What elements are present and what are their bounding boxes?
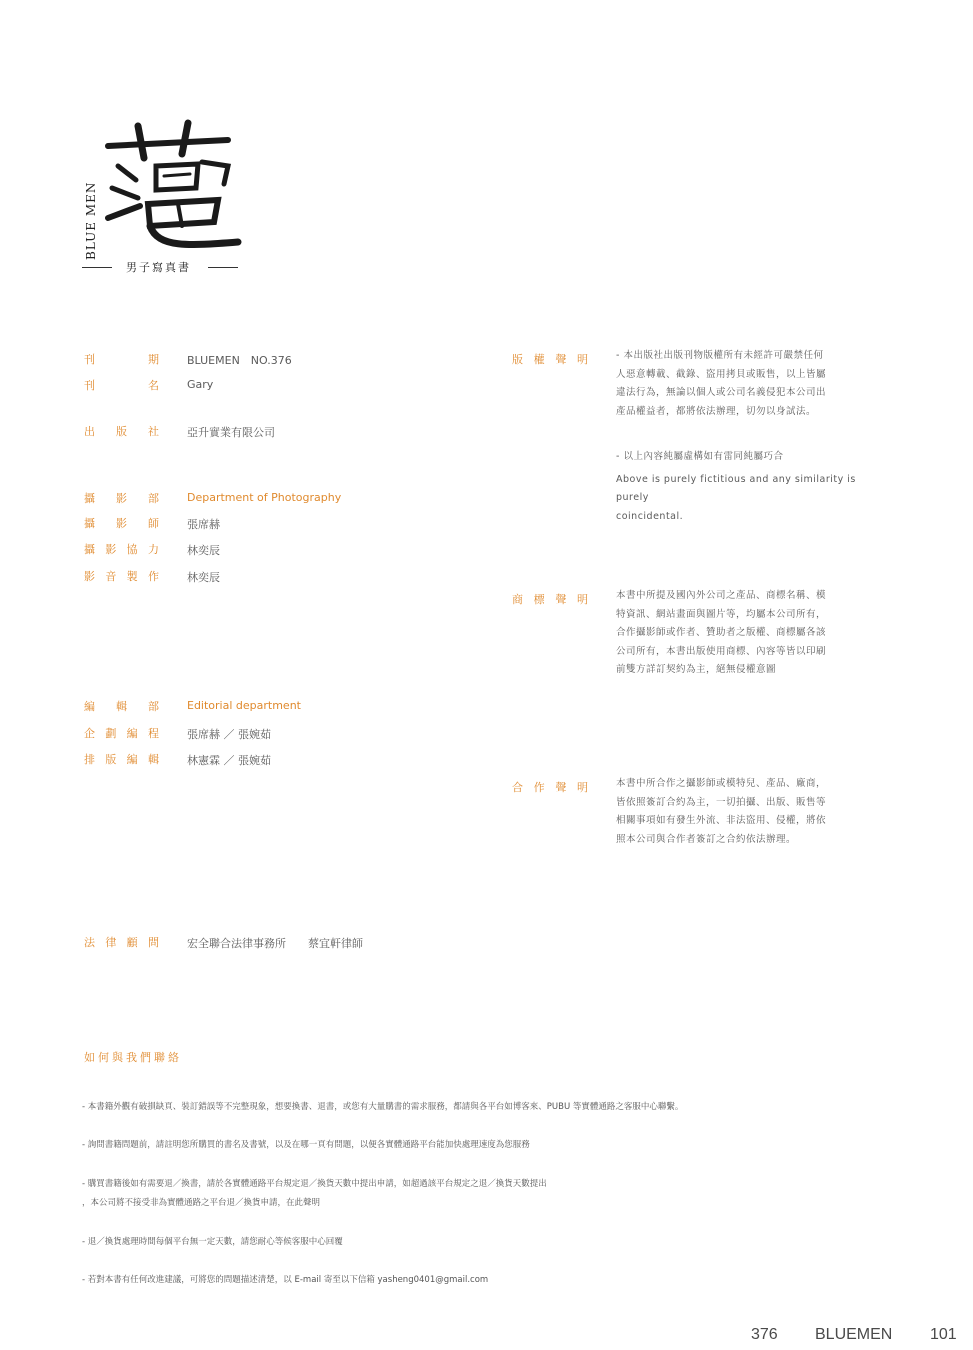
label-trademark: 商 標 聲 明 xyxy=(512,593,588,606)
label-text: 編 輯 部 xyxy=(84,700,159,713)
fiction-note xyxy=(616,448,876,526)
label-cooperation: 合 作 聲 明 xyxy=(512,781,588,794)
label-photo-dept xyxy=(84,490,159,506)
contact-title: 如何與我們聯絡 xyxy=(84,1051,182,1064)
brand-logo xyxy=(78,118,243,278)
contact-item: - 購買書籍後如有需要退／換書，請於各實體通路平台規定退／換貨天數中提出申請，如超過該平台規定之退／換貨天數提出 xyxy=(82,1179,547,1189)
value-issue: BLUEMEN NO.376 xyxy=(187,354,292,367)
logo-vertical-text: BLUE MEN xyxy=(84,181,98,260)
label-copyright: 版 權 聲 明 xyxy=(512,353,588,366)
value-video: 林奕辰 xyxy=(187,571,220,584)
divider xyxy=(82,267,112,268)
label-editorial-dept xyxy=(84,698,159,714)
value-photo-assist: 林奕辰 xyxy=(187,544,220,557)
value-publisher: 亞升實業有限公司 xyxy=(187,426,275,439)
label-text: 刊 期 xyxy=(84,353,159,366)
label-text: 企 劃 編 程 xyxy=(84,727,159,740)
contact-item: - 退／換貨處理時間每個平台無一定天數，請您耐心等候客服中心回覆 xyxy=(82,1237,343,1247)
label-legal xyxy=(84,934,159,950)
text-line: coincidental. xyxy=(616,510,684,522)
text-line: 公司所有，本書出版使用商標、內容等皆以印刷 xyxy=(616,645,827,657)
footer-brand: BLUEMEN xyxy=(815,1326,893,1343)
value-photographer: 張席赫 xyxy=(187,518,220,531)
label-issue xyxy=(84,351,159,367)
text-line: 皆依照簽訂合約為主，一切拍攝、出版、販售等 xyxy=(616,796,827,808)
text-line: 違法行為，無論以個人或公司名義侵犯本公司出 xyxy=(616,387,827,398)
label-text: 刊 名 xyxy=(84,379,159,392)
label-video xyxy=(84,568,159,584)
divider xyxy=(208,267,238,268)
label-text: 攝 影 師 xyxy=(84,517,159,530)
label-text: 攝 影 部 xyxy=(84,492,159,505)
text-line: 本書中所合作之攝影師或模特兒、產品、廠商， xyxy=(616,778,827,789)
text-line: 產品權益者，都將依法辦理，切勿以身試法。 xyxy=(616,405,817,417)
text-line: - 以上內容純屬虛構如有雷同純屬巧合 xyxy=(616,451,784,462)
trademark-text xyxy=(616,587,876,680)
label-photographer xyxy=(84,515,159,531)
cooperation-text xyxy=(616,775,876,849)
label-photo-assist xyxy=(84,541,159,557)
contact-item: - 本書籍外觀有破損缺頁、裝訂錯誤等不完整現象，想要換書、退書，或您有大量購書的需求服務，都請與各平台如博客來、PUBU 等實體通路之客服中心聯繫。 xyxy=(82,1102,684,1112)
text-line: Above is purely fictitious and any similarity is purely xyxy=(616,473,856,503)
text-line: 照本公司與合作者簽訂之合約依法辦理。 xyxy=(616,833,797,845)
contact-item: - 詢問書籍問題前，請註明您所購買的書名及書號，以及在哪一頁有問題，以便各實體通路平台能加快處理速度為您服務 xyxy=(82,1140,530,1150)
label-text: 排 版 編 輯 xyxy=(84,753,159,766)
label-publisher xyxy=(84,423,159,439)
text-line: 本書中所提及國內外公司之產品、商標名稱、模 xyxy=(616,590,827,601)
text-line: 人惡意轉載、截錄、盜用拷貝或販售，以上皆屬 xyxy=(616,368,827,380)
value-editorial-dept: Editorial department xyxy=(187,699,301,712)
label-text: 攝 影 協 力 xyxy=(84,543,159,556)
calligraphy-logo-icon xyxy=(78,118,243,258)
value-title: Gary xyxy=(187,378,214,391)
copyright-text xyxy=(616,347,876,421)
contact-item: - 若對本書有任何改進建議，可將您的問題描述清楚，以 E-mail 寄至以下信箱 yasheng0401@gmail.com xyxy=(82,1275,489,1285)
text-line: 相關事項如有發生外流、非法盜用、侵權，將依 xyxy=(616,815,827,826)
label-text: 法 律 顧 問 xyxy=(84,936,159,949)
contact-item: ，本公司將不接受非為實體通路之平台退／換貨申請，在此聲明 xyxy=(82,1198,321,1208)
logo-subtitle-text: 男子寫真書 xyxy=(126,261,191,274)
label-title xyxy=(84,377,159,393)
value-planning: 張席赫 ／ 張婉茹 xyxy=(187,728,271,741)
text-line: 合作攝影師或作者、贊助者之版權、商標屬各該 xyxy=(616,627,827,638)
value-layout-editor: 林憲霖 ／ 張婉茹 xyxy=(187,754,271,767)
label-layout-editor xyxy=(84,751,159,767)
label-text: 出 版 社 xyxy=(84,425,159,438)
value-photo-dept: Department of Photography xyxy=(187,491,342,504)
text-line: 特資訊、網站畫面與圖片等，均屬本公司所有， xyxy=(616,608,827,620)
value-legal: 宏全聯合法律事務所 蔡宜軒律師 xyxy=(187,937,363,950)
text-line: 前雙方詳訂契約為主，絕無侵權意圖 xyxy=(616,664,777,675)
text-line: - 本出版社出版刊物版權所有未經許可嚴禁任何 xyxy=(616,350,824,361)
label-planning xyxy=(84,725,159,741)
footer-page-number: 101 xyxy=(930,1326,957,1343)
label-text: 影 音 製 作 xyxy=(84,570,159,583)
logo-subtitle xyxy=(78,257,243,277)
footer-issue: 376 xyxy=(751,1326,778,1343)
